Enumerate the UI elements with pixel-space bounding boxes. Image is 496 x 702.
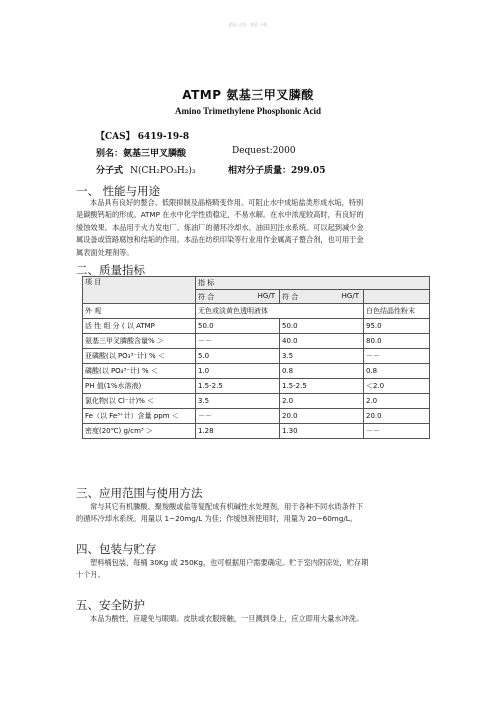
mw-value: 299.05 [291, 166, 326, 176]
table-row [83, 349, 430, 364]
mw-label: 相对分子质量： [228, 166, 292, 176]
table-header-row [83, 277, 430, 290]
header-sub-b: 符 合 HG/T [280, 290, 364, 304]
table-cell: 2.0 [364, 394, 430, 409]
table-cell: 80.0 [364, 334, 430, 349]
header-note: 精品 文档 · 欢迎 下载 [228, 22, 268, 27]
paragraph-1 [76, 197, 428, 259]
table-cell: 3.5 [280, 349, 364, 364]
table-cell: 95.0 [364, 319, 430, 334]
section-heading-3: 三、应用范围与使用方法 [76, 486, 203, 500]
table-cell: －－ [364, 349, 430, 364]
table-cell: 密度(20℃) g/cm³ ＞ [83, 424, 196, 439]
paragraph-5 [76, 613, 426, 625]
section-heading-1: 一、 性能与用途 [76, 184, 161, 198]
table-row [83, 304, 430, 319]
formula-line [96, 163, 196, 176]
para3-line: 的循环冷却水系统。用量以 1~20mg/L 为佳；作缓蚀剂使用时，用量为 20~60mg/L。 [76, 514, 357, 524]
table-cell: 20.0 [364, 409, 430, 424]
formula-label: 分子式 [96, 166, 124, 176]
table-cell: 40.0 [280, 334, 364, 349]
quality-spec-table [82, 276, 430, 439]
cas-value: 6419-19-8 [137, 132, 190, 142]
table-cell: 无色或淡黄色透明液体 [196, 304, 364, 319]
table-cell: Fe（以 Fe³⁺计）含量 ppm ＜ [83, 409, 196, 424]
dequest-value: Dequest:2000 [232, 146, 296, 156]
cas-line [96, 129, 189, 142]
table-cell: 3.5 [196, 394, 280, 409]
para4-line: 塑料桶包装，每桶 30Kg 或 250Kg，也可根据用户需要确定。贮于室内阴凉处，贮存期 [90, 558, 369, 567]
para5-line: 本品为酸性，应避免与眼睛、皮肤或衣服接触，一旦溅到身上，应立即用大量水冲洗。 [90, 614, 364, 623]
table-row [83, 424, 430, 439]
mw-line [228, 163, 325, 176]
table-row [83, 334, 430, 349]
section-heading-4: 四、包装与贮存 [76, 542, 157, 556]
document-title: ATMP 氨基三甲叉膦酸 [182, 88, 314, 102]
para4-line: 十个月。 [76, 570, 105, 580]
table-cell: 1.0 [196, 364, 280, 379]
paragraph-3 [76, 501, 426, 526]
header-index: 指 标 [196, 277, 430, 290]
para1-line: 属设备或管路腐蚀和结垢的作用。本品在纺织印染等行业用作金属离子螯合剂，也可用于金 [76, 235, 364, 245]
table-cell: 外 观 [83, 304, 196, 319]
paragraph-4 [76, 557, 426, 582]
alias-value: 氨基三甲叉膦酸 [123, 149, 187, 159]
table-row [83, 409, 430, 424]
table-cell: ＜2.0 [364, 379, 430, 394]
table-cell: 1.5-2.5 [196, 379, 280, 394]
table-cell: 氯化物(以 Cl⁻计)% ＜ [83, 394, 196, 409]
para1-line: 是碳酸钙垢的形成。ATMP 在水中化学性质稳定，不易水解。在水中浓度较高时，有良好的 [76, 210, 364, 220]
table-cell: 氨基三甲叉膦酸含量% ＞ [83, 334, 196, 349]
table-cell: 1.5-2.5 [280, 379, 364, 394]
para1-line: 本品具有良好的螯合、低限抑制及晶格畸变作用。可阻止水中成垢盐类形成水垢，特别 [90, 198, 364, 207]
table-cell: 50.0 [280, 319, 364, 334]
table-cell: 白色结晶性粉末 [364, 304, 430, 319]
table-cell: PH 值(1%水溶液) [83, 379, 196, 394]
table-cell: 0.8 [280, 364, 364, 379]
table-cell: 2.0 [280, 394, 364, 409]
para3-line: 常与其它有机膦酸、聚羧酸或盐等复配成有机碱性水处理剂，用于各种不同水质条件下 [90, 502, 364, 511]
section-heading-2: 二、质量指标 [76, 263, 145, 277]
table-cell: 5.0 [196, 349, 280, 364]
document-subtitle: Amino Trimethylene Phosphonic Acid [175, 106, 321, 116]
table-row [83, 364, 430, 379]
table-cell: －－ [364, 424, 430, 439]
table-cell: 50.0 [196, 319, 280, 334]
table-cell: 20.0 [280, 409, 364, 424]
header-sub-a: 符 合 HG/T [196, 290, 280, 304]
table-cell: 磷酸(以 PO₄³⁻计) % ＜ [83, 364, 196, 379]
table-cell: －－ [196, 334, 280, 349]
table-cell: 0.8 [364, 364, 430, 379]
formula-value: N(CH₂PO₃H₂)₃ [130, 166, 196, 176]
table-cell: －－ [196, 409, 280, 424]
table-cell: 活 性 组 分 ( 以 ATMP [83, 319, 196, 334]
para1-line: 属表面处理剂等。 [76, 247, 134, 257]
table-row [83, 319, 430, 334]
section-heading-5: 五、安全防护 [76, 598, 145, 612]
dequest-line [232, 146, 296, 156]
table-cell: 亚磷酸(以 PO₃³⁻计) % ＜ [83, 349, 196, 364]
header-item: 项 目 [83, 277, 196, 304]
cas-label: 【CAS】 [96, 132, 135, 142]
table-cell: 1.28 [196, 424, 280, 439]
table-row [83, 394, 430, 409]
header-sub-c [364, 290, 430, 304]
alias-label: 别名： [96, 149, 124, 159]
table-cell: 1.30 [280, 424, 364, 439]
para1-line: 缓蚀效果。本品用于火力发电厂、炼油厂的循环冷却水、油田回注水系统。可以起到减少金 [76, 222, 364, 232]
table-row [83, 379, 430, 394]
alias-line [96, 146, 186, 159]
